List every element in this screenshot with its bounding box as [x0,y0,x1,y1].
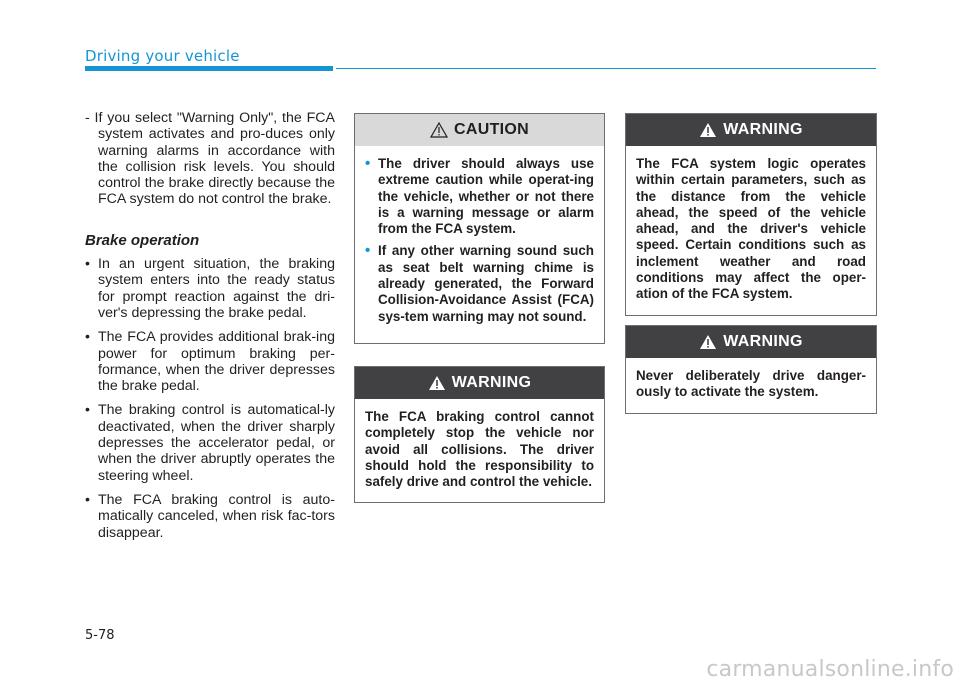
watermark: carmanualsonline.info [706,657,954,682]
list-item: • The FCA provides additional brak-ing power for optimum braking per-formance, when the driver depresses the brake pedal. [85,329,335,394]
list-item: • The FCA braking control is auto-matically canceled, when risk fac-tors disappear. [85,492,335,541]
warning-header [626,114,876,146]
caution-box [354,113,605,344]
warning-triangle-icon [699,122,717,138]
warning-title: WARNING [723,121,803,138]
brake-operation-list [85,256,335,541]
column-left [85,110,335,549]
intro-paragraph: - If you select "Warning Only", the FCA system activates and pro-duces only warning alarms in accordance with the collision risk levels. You should control the brake directly because the FCA system do not control the brake. [85,110,335,208]
warning-box-braking [354,366,605,503]
warning-title: WARNING [451,374,532,391]
list-item: • If any other warning sound such as seat belt warning chime is already generated, the Forward Collision-Avoidance Assist (FCA) sys-tem warning may not sound. [365,243,594,324]
list-item: • The braking control is automatical-ly deactivated, when the driver sharply depresses the accelerator pedal, or when the driver abruptly operates the steering wheel. [85,402,335,483]
section-title: Driving your vehicle [85,47,240,65]
caution-body [355,146,604,343]
warning-header [355,367,604,399]
warning-body: Never deliberately drive danger-ously to activate the system. [636,368,866,400]
header-rule-thick [85,66,333,71]
warning-box-deliberate [625,325,877,414]
warning-triangle-icon [428,375,446,391]
warning-box-logic [625,113,877,316]
header-rule-thin [336,68,876,69]
caution-header [355,114,604,146]
list-item: • In an urgent situation, the braking system enters into the ready status for prompt reaction against the dri-ver's depressing the brake pedal. [85,256,335,321]
warning-body: The FCA braking control cannot completely stop the vehicle nor avoid all collisions. The driver should hold the responsibility to safely drive and control the vehicle. [365,409,594,490]
warning-triangle-icon [699,334,717,350]
caution-triangle-icon [430,122,448,138]
list-item: • The driver should always use extreme caution while operat-ing the vehicle, whether or not there is a warning message or alarm from the FCA system. [365,156,594,237]
caution-title: CAUTION [454,121,529,138]
warning-header [626,326,876,358]
warning-body: The FCA system logic operates within certain parameters, such as the distance from the vehicle ahead, the speed of the vehicle ahead, and the driver's vehicle speed. Certain conditions such as inclement weather and road conditions may affect the oper-ation of the FCA system. [636,156,866,302]
brake-operation-heading: Brake operation [85,231,200,249]
page-number: 5-78 [85,628,115,643]
warning-title: WARNING [723,333,803,350]
